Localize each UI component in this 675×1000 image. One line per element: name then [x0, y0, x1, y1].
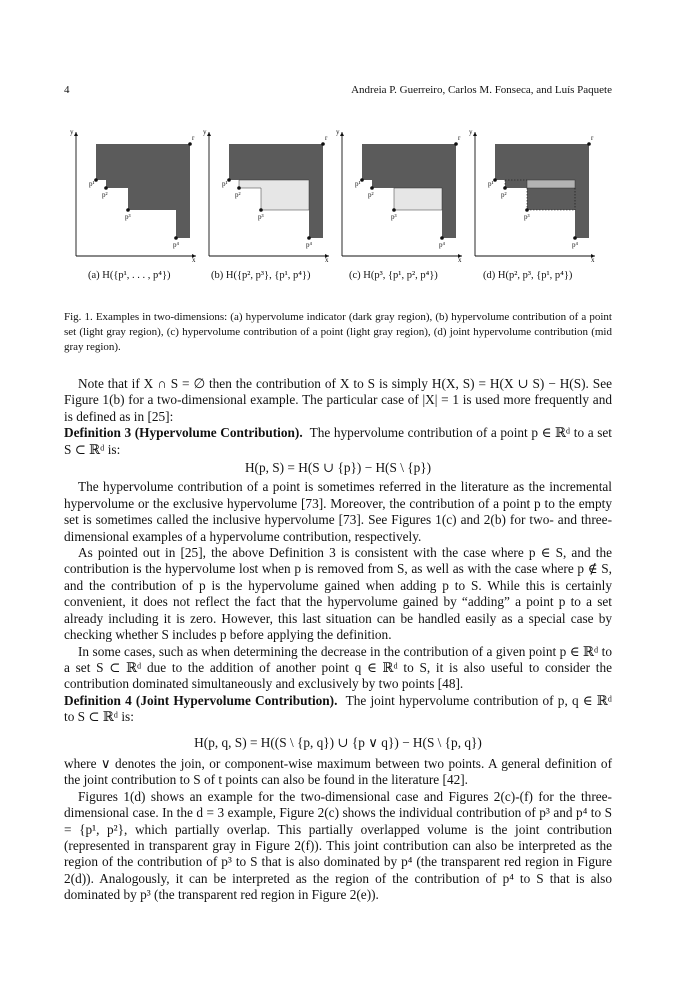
reference-point [188, 142, 192, 146]
definition-3 [64, 425, 612, 458]
y-axis-arrow [473, 132, 477, 136]
body-text [64, 376, 612, 904]
point-label-p2: p² [235, 191, 241, 199]
definition-4-text: The joint hypervolume contribution of p, q ∈ ℝᵈ to S ⊂ ℝᵈ is: [64, 692, 612, 725]
point-p2 [370, 186, 374, 190]
reference-point [321, 142, 325, 146]
y-axis-label: y [70, 128, 74, 136]
point-p1 [227, 178, 231, 182]
point-label-p4: p⁴ [572, 241, 578, 249]
y-axis-label: y [469, 128, 473, 136]
reference-point [587, 142, 591, 146]
figure-panel-d [469, 128, 597, 264]
subcaption-a: (a) H({p¹, . . . , p⁴}) [88, 270, 171, 281]
reference-point-label: r [325, 134, 328, 142]
subcaption-d: (d) H(p², p³, {p¹, p⁴}) [483, 270, 573, 281]
y-axis-label: y [336, 128, 340, 136]
point-label-p3: p³ [125, 213, 131, 221]
y-axis-arrow [340, 132, 344, 136]
paragraph: Note that if X ∩ S = ∅ then the contribution of X to S is simply H(X, S) = H(X ∪ S) − H(S). See Figure 1(b) for a two-dimensional example. The particular case of |X| = 1 is used more frequently and is defined as in [25]: [64, 376, 612, 424]
paragraph: As pointed out in [25], the above Definition 3 is consistent with the case where p ∈ S, and the contribution is the hypervolume lost when p is removed from S, as well as with the case where p ∉ S, and the contribution of p is the hypervolume gained when adding p to S. While this is certainly convenient, it does not reflect the fact that the hypervolume gained by “adding” a point p to a set already including it is zero. However, this last situation can be handled easily as a special case by checking whether S includes p before applying the definition. [64, 545, 612, 643]
hypervolume-plot [469, 128, 597, 264]
point-p4 [440, 236, 444, 240]
point-label-p1: p¹ [355, 180, 361, 188]
equation-joint-contribution: H(p, q, S) = H((S \ {p, q}) ∪ {p ∨ q}) − H(S \ {p, q}) [194, 734, 482, 750]
point-label-p1: p¹ [222, 180, 228, 188]
point-label-p1: p¹ [89, 180, 95, 188]
point-p1 [360, 178, 364, 182]
point-p1 [94, 178, 98, 182]
hypervolume-plot [336, 128, 464, 264]
point-p2 [237, 186, 241, 190]
contribution-region [239, 180, 309, 210]
running-header-authors: Andreia P. Guerreiro, Carlos M. Fonseca, and Luís Paquete [351, 84, 612, 96]
dominated-region [96, 144, 190, 238]
x-axis-label: x [458, 256, 462, 264]
paragraph: Figures 1(d) shows an example for the two-dimensional case and Figures 2(c)-(f) for the three-dimensional case. In the d = 3 example, Figure 2(c) shows the individual contribution of p³ and p⁴ to S = {p¹, p²}, which partially overlap. This partially overlapped volume is the joint contribution (represented in transparent gray in Figure 2(f)). This joint contribution can also be interpreted as the region of the contribution of p³ to S that is also dominated by p⁴ (the transparent red region in Figure 2(d)). Analogously, it can be interpreted as the region of the contribution of p⁴ to S that is also dominated by p³ (the transparent red region in Figure 2(e)). [64, 788, 612, 903]
point-p4 [174, 236, 178, 240]
subcaption-b: (b) H({p², p³}, {p¹, p⁴}) [211, 270, 311, 281]
definition-3-text: The hypervolume contribution of a point p ∈ ℝᵈ to a set S ⊂ ℝᵈ is: [64, 425, 612, 457]
point-label-p3: p³ [391, 213, 397, 221]
point-p3 [259, 208, 263, 212]
reference-point-label: r [458, 134, 461, 142]
point-label-p3: p³ [524, 213, 530, 221]
y-axis-arrow [207, 132, 211, 136]
reference-point-label: r [591, 134, 594, 142]
joint-contribution-region [527, 180, 575, 188]
point-p2 [104, 186, 108, 190]
paragraph: where ∨ denotes the join, or component-wise maximum between two points. A general definition of the joint contribution to S of t points can also be found in the literature [42]. [64, 755, 612, 788]
point-label-p3: p³ [258, 213, 264, 221]
y-axis-label: y [203, 128, 207, 136]
figure-panel-b [203, 128, 331, 264]
point-p3 [126, 208, 130, 212]
paragraph: In some cases, such as when determining the decrease in the contribution of a given point p ∈ ℝᵈ to a set S ⊂ ℝᵈ due to the addition of another point q ∈ ℝᵈ to S, it is also useful to consider the contribution dominated simultaneously and exclusively by two points [48]. [64, 643, 612, 692]
point-p2 [503, 186, 507, 190]
figure-panel-a [70, 128, 198, 264]
definition-4 [64, 693, 612, 726]
reference-point-label: r [192, 134, 195, 142]
x-axis-label: x [192, 256, 196, 264]
hypervolume-plot [70, 128, 198, 264]
y-axis-arrow [74, 132, 78, 136]
point-label-p4: p⁴ [306, 241, 312, 249]
contribution-region [394, 188, 442, 210]
point-p1 [493, 178, 497, 182]
figure-panel-c [336, 128, 464, 264]
point-label-p2: p² [102, 191, 108, 199]
definition-4-title: Definition 4 (Joint Hypervolume Contribution). [64, 692, 338, 708]
hypervolume-plot [203, 128, 331, 264]
definition-3-title: Definition 3 (Hypervolume Contribution). [64, 425, 303, 441]
subcaption-c: (c) H(p³, {p¹, p², p⁴}) [349, 270, 438, 281]
point-p4 [573, 236, 577, 240]
point-label-p2: p² [368, 191, 374, 199]
point-label-p4: p⁴ [173, 241, 179, 249]
reference-point [454, 142, 458, 146]
point-p4 [307, 236, 311, 240]
point-label-p4: p⁴ [439, 241, 445, 249]
equation-hypervolume-contribution: H(p, S) = H(S ∪ {p}) − H(S \ {p}) [244, 460, 432, 476]
point-label-p2: p² [501, 191, 507, 199]
point-p3 [392, 208, 396, 212]
point-label-p1: p¹ [488, 180, 494, 188]
paragraph: The hypervolume contribution of a point is sometimes referred in the literature as the incremental hypervolume or the exclusive hypervolume [73]. Moreover, the contribution of a point p to the empty set is sometimes called the inclusive hypervolume [73]. See Figures 1(c) and 2(b) for two- and three-dimensional examples of a hypervolume contribution, respectively. [64, 479, 612, 544]
x-axis-label: x [325, 256, 329, 264]
x-axis-label: x [591, 256, 595, 264]
point-p3 [525, 208, 529, 212]
page-number: 4 [64, 84, 70, 96]
figure-caption: Fig. 1. Examples in two-dimensions: (a) hypervolume indicator (dark gray region), (b) hypervolume contribution of a point set (light gray region), (c) hypervolume contribution of a point (light gray region), (d) joint hypervolume contribution (mid gray region). [64, 311, 612, 353]
